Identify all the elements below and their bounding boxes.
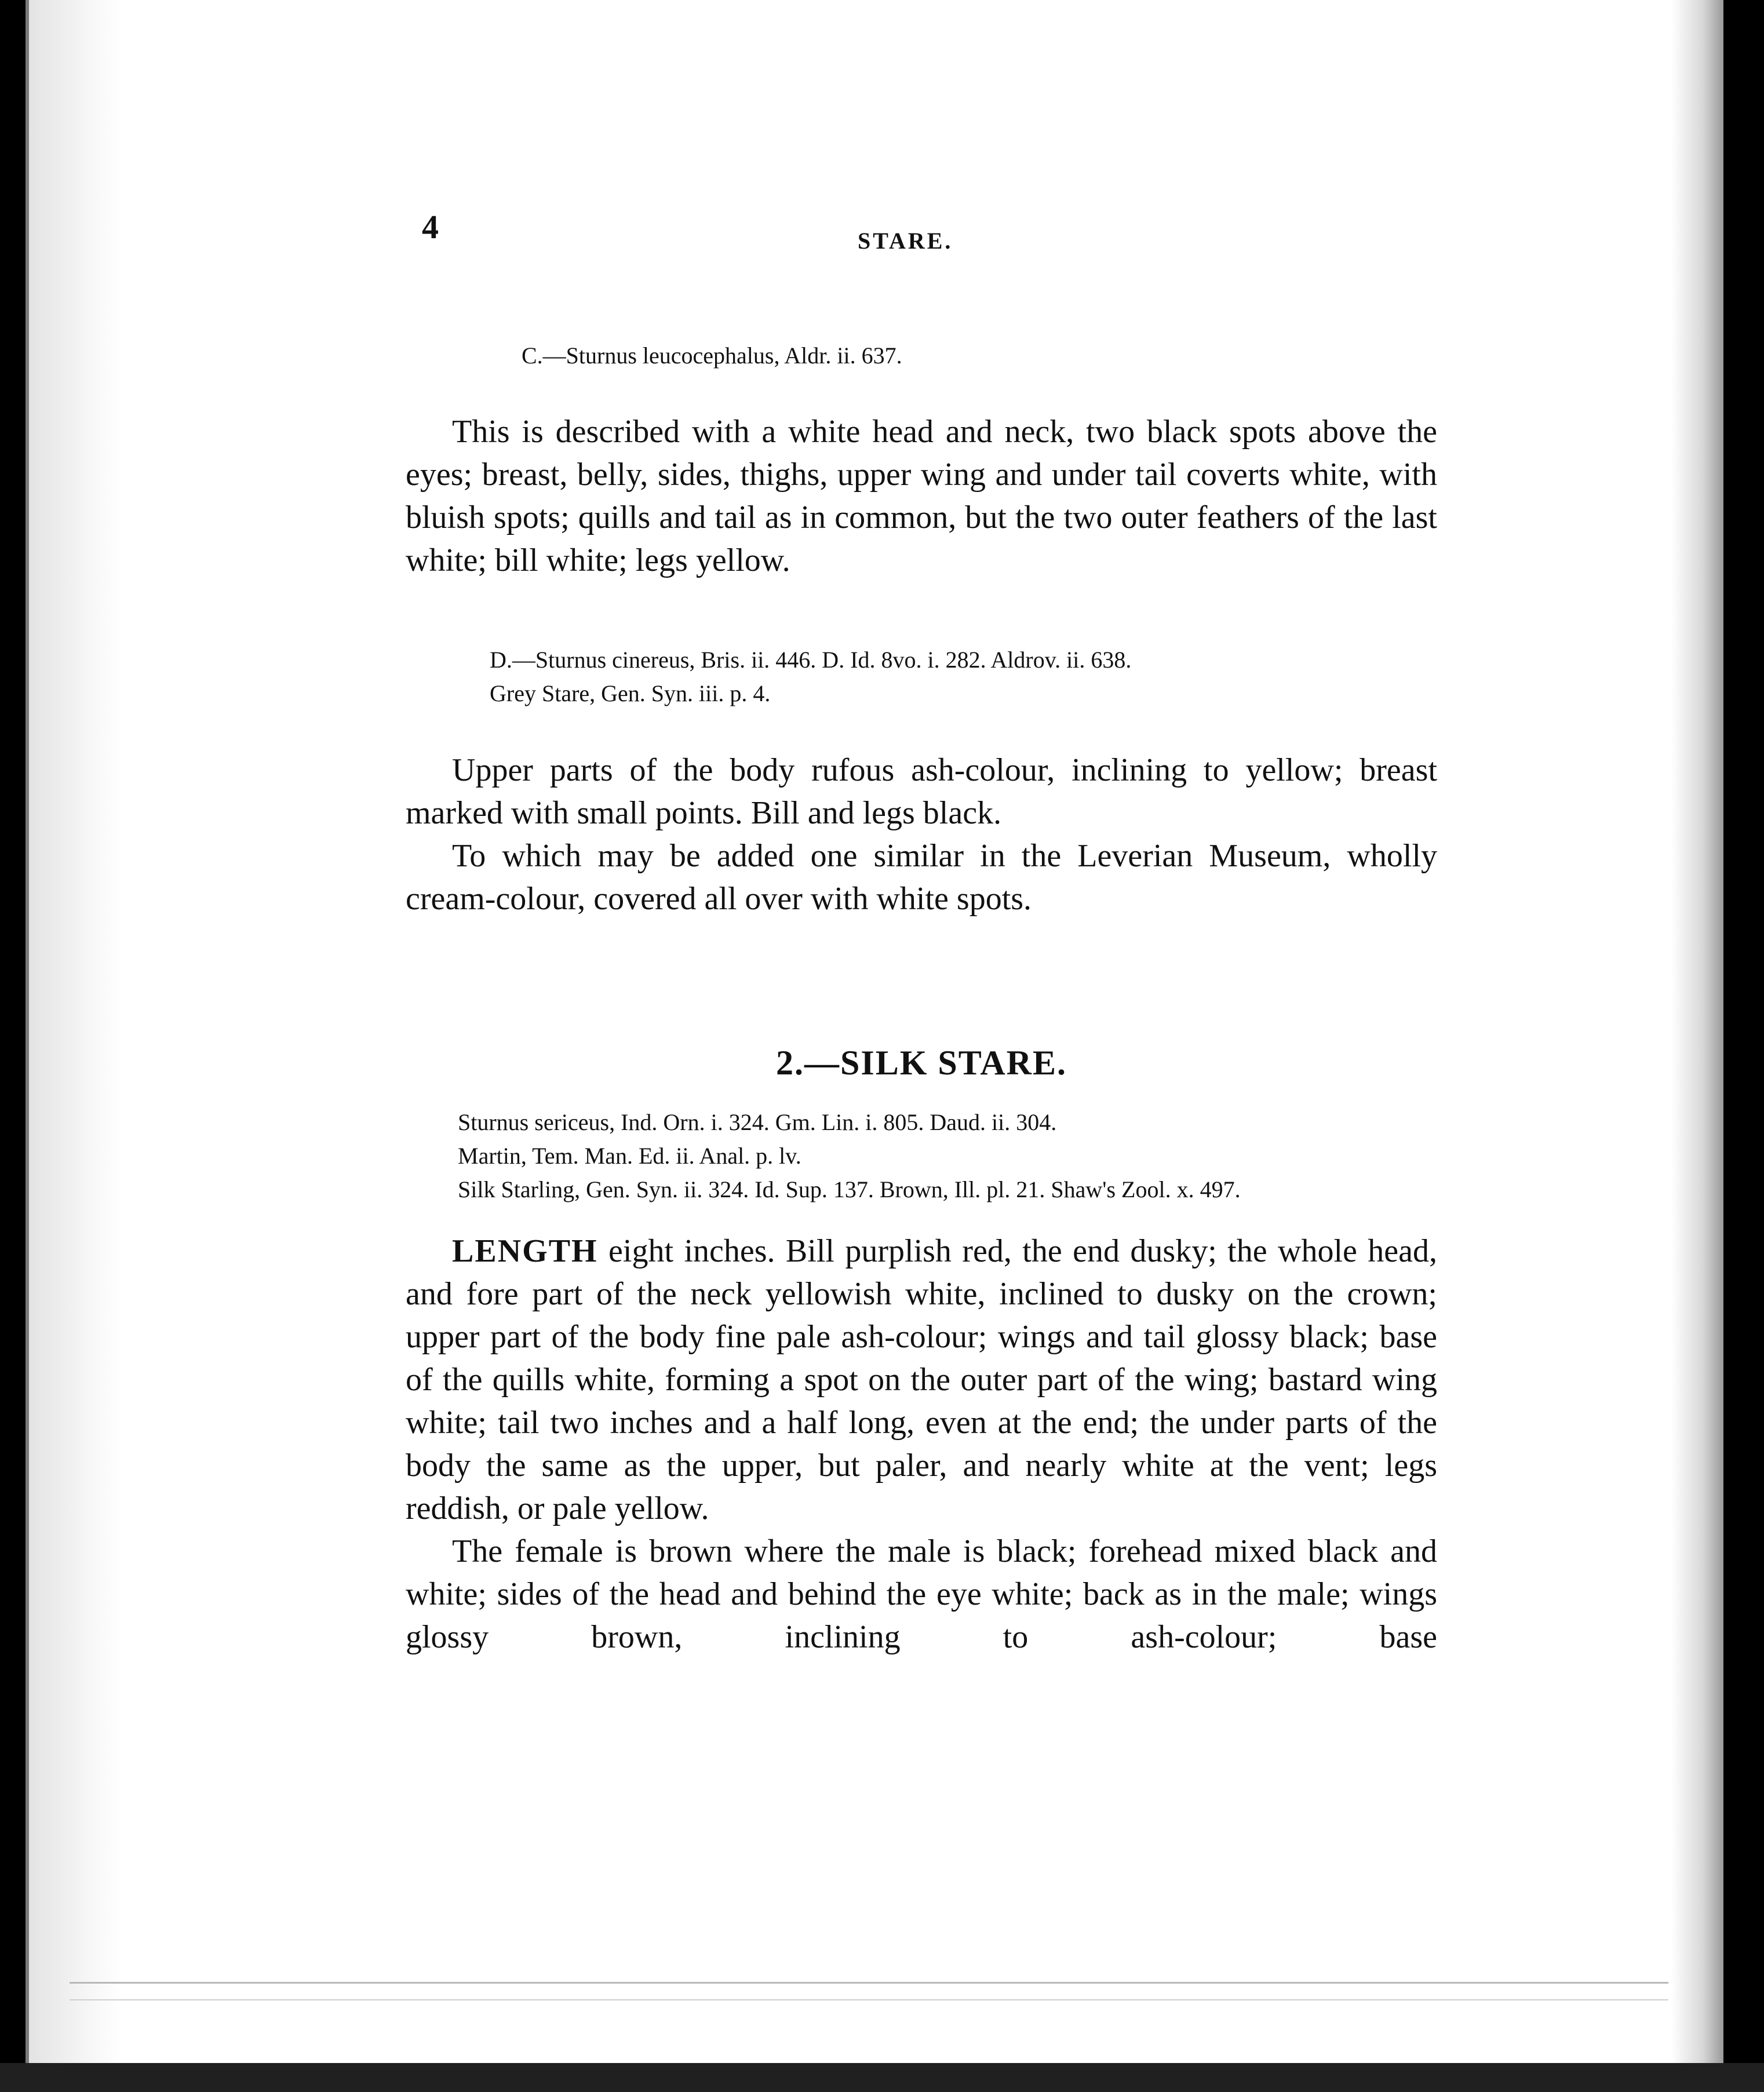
silk-stare-description-text: eight inches. Bill purplish red, the end dusky; the whole head, and fore part of the neck yellowish white, inclined to dusky on the crown; upper part of the body fine pale ash-colour; wings and tail glossy black; base of the quills white, forming a spot on the outer part of the wing; bastard wing white; tail two inches and a half long, even at the end; the under parts of the body the same as the upper, but paler, and nearly white at the vent; legs reddish, or pale yellow.: [406, 1233, 1437, 1526]
section-heading: 2.—SILK STARE.: [775, 1044, 1067, 1082]
lead-word: LENGTH: [452, 1233, 598, 1269]
page-number: 4: [422, 208, 439, 246]
variety-d-reference-1: D.—Sturnus cinereus, Bris. ii. 446. D. Id. 8vo. i. 282. Aldrov. ii. 638.: [490, 647, 1132, 673]
variety-c-description: This is described with a white head and neck, two black spots above the eyes; breast, belly, sides, thighs, upper wing and under tail coverts white, with bluish spots; quills and tail as in common, but the two outer feathers of the last white; bill white; legs yellow.: [406, 414, 1437, 578]
page-gutter-shadow: [29, 0, 122, 2092]
scan-frame-left: [0, 0, 25, 2092]
page-edge-shadow: [1671, 0, 1723, 2092]
silk-stare-female: The female is brown where the male is black; forehead mixed black and white; sides of the head and behind the eye white; back as in the male; wings glossy brown, inclining to ash-colour; base: [406, 1533, 1437, 1655]
running-head: STARE.: [858, 228, 953, 254]
variety-c-description-block: [406, 410, 1437, 582]
variety-d-addition: To which may be added one similar in the Leverian Museum, wholly cream-colour, covered all over with white spots.: [406, 838, 1437, 917]
silk-stare-reference-2: Martin, Tem. Man. Ed. ii. Anal. p. lv.: [458, 1143, 801, 1169]
scan-frame-bottom: [0, 2063, 1764, 2092]
variety-d-reference-block: [490, 643, 1452, 710]
page-bottom-edge-secondary: [70, 1999, 1668, 2000]
silk-stare-description-block: [406, 1230, 1437, 1659]
silk-stare-references: [458, 1106, 1443, 1207]
silk-stare-reference-1: Sturnus sericeus, Ind. Orn. i. 324. Gm. Lin. i. 805. Daud. ii. 304.: [458, 1109, 1057, 1135]
variety-d-description-block: [406, 749, 1437, 920]
silk-stare-reference-3: Silk Starling, Gen. Syn. ii. 324. Id. Sup. 137. Brown, Ill. pl. 21. Shaw's Zool. x. 497.: [458, 1176, 1241, 1202]
variety-d-reference-2: Grey Stare, Gen. Syn. iii. p. 4.: [490, 680, 771, 706]
variety-c-reference-block: [522, 339, 1449, 373]
variety-d-description: Upper parts of the body rufous ash-colour, inclining to yellow; breast marked with small points. Bill and legs black.: [406, 752, 1437, 831]
silk-stare-description: [406, 1230, 1437, 1530]
variety-c-reference: C.—Sturnus leucocephalus, Aldr. ii. 637.: [522, 342, 902, 369]
page-bottom-edge: [70, 1982, 1668, 1984]
scan-frame-right: [1723, 0, 1764, 2092]
